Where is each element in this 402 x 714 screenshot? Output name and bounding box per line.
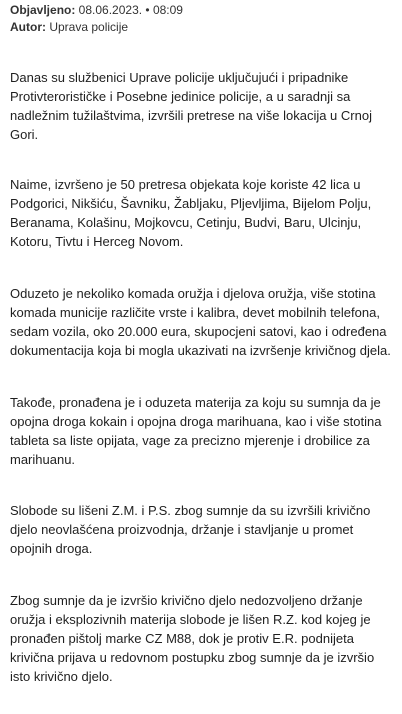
author-row: [10, 19, 183, 36]
article-paragraph: Zbog sumnje da je izvršio krivično djelo nedozvoljeno držanje oružja i eksplozivnih materija slobode je lišen R.Z. kod kojeg je pronađen pištolj marke CZ M88, dok je protiv E.R. podnijeta krivična prijava u redovnom postupku zbog sumnje da je izvršio isto krivično djelo.: [10, 593, 375, 684]
published-row: [10, 2, 183, 19]
article-paragraph: Takođe, pronađena je i oduzeta materija za koju su sumnja da je opojna droga kokain i opojna droga marihuana, kao i više stotina tableta sa liste opijata, vage za precizno mjerenje i drobilice za marihuanu.: [10, 395, 382, 467]
author-label: Autor:: [10, 20, 46, 34]
article-paragraph: Oduzeto je nekoliko komada oružja i djelova oružja, više stotina komada municije različite vrste i kalibra, devet mobilnih telefona, sedam vozila, oko 20.000 eura, skupocjeni satovi, kao i određena dokumentacija koja bi mogla ukazivati na izvršenje krivičnog djela.: [10, 286, 391, 358]
published-date: 08.06.2023. • 08:09: [75, 3, 183, 17]
article-paragraph: Slobode su lišeni Z.M. i P.S. zbog sumnje da su izvršili krivično djelo neovlašćena proizvodnja, držanje i stavljanje u promet opojnih droga.: [10, 503, 371, 556]
author-name: Uprava policije: [46, 20, 129, 34]
article-body: [10, 68, 394, 714]
published-label: Objavljeno:: [10, 3, 76, 17]
article-paragraph: Naime, izvršeno je 50 pretresa objekata koje koriste 42 lica u Podgorici, Nikšiću, Šavniku, Žabljaku, Pljevljima, Bijelom Polju, Beranama, Kolašinu, Mojkovcu, Cetinju, Budvi, Baru, Ulcinju, Kotoru, Tivtu i Herceg Novom.: [10, 177, 372, 249]
article-meta: [10, 2, 183, 36]
article-paragraph: Danas su službenici Uprave policije uključujući i pripadnike Protivterorističke i Posebne jedinice policije, a u saradnji sa nadležnim tužilaštvima, izvršili pretrese na više lokacija u Crnoj Gori.: [10, 70, 372, 142]
